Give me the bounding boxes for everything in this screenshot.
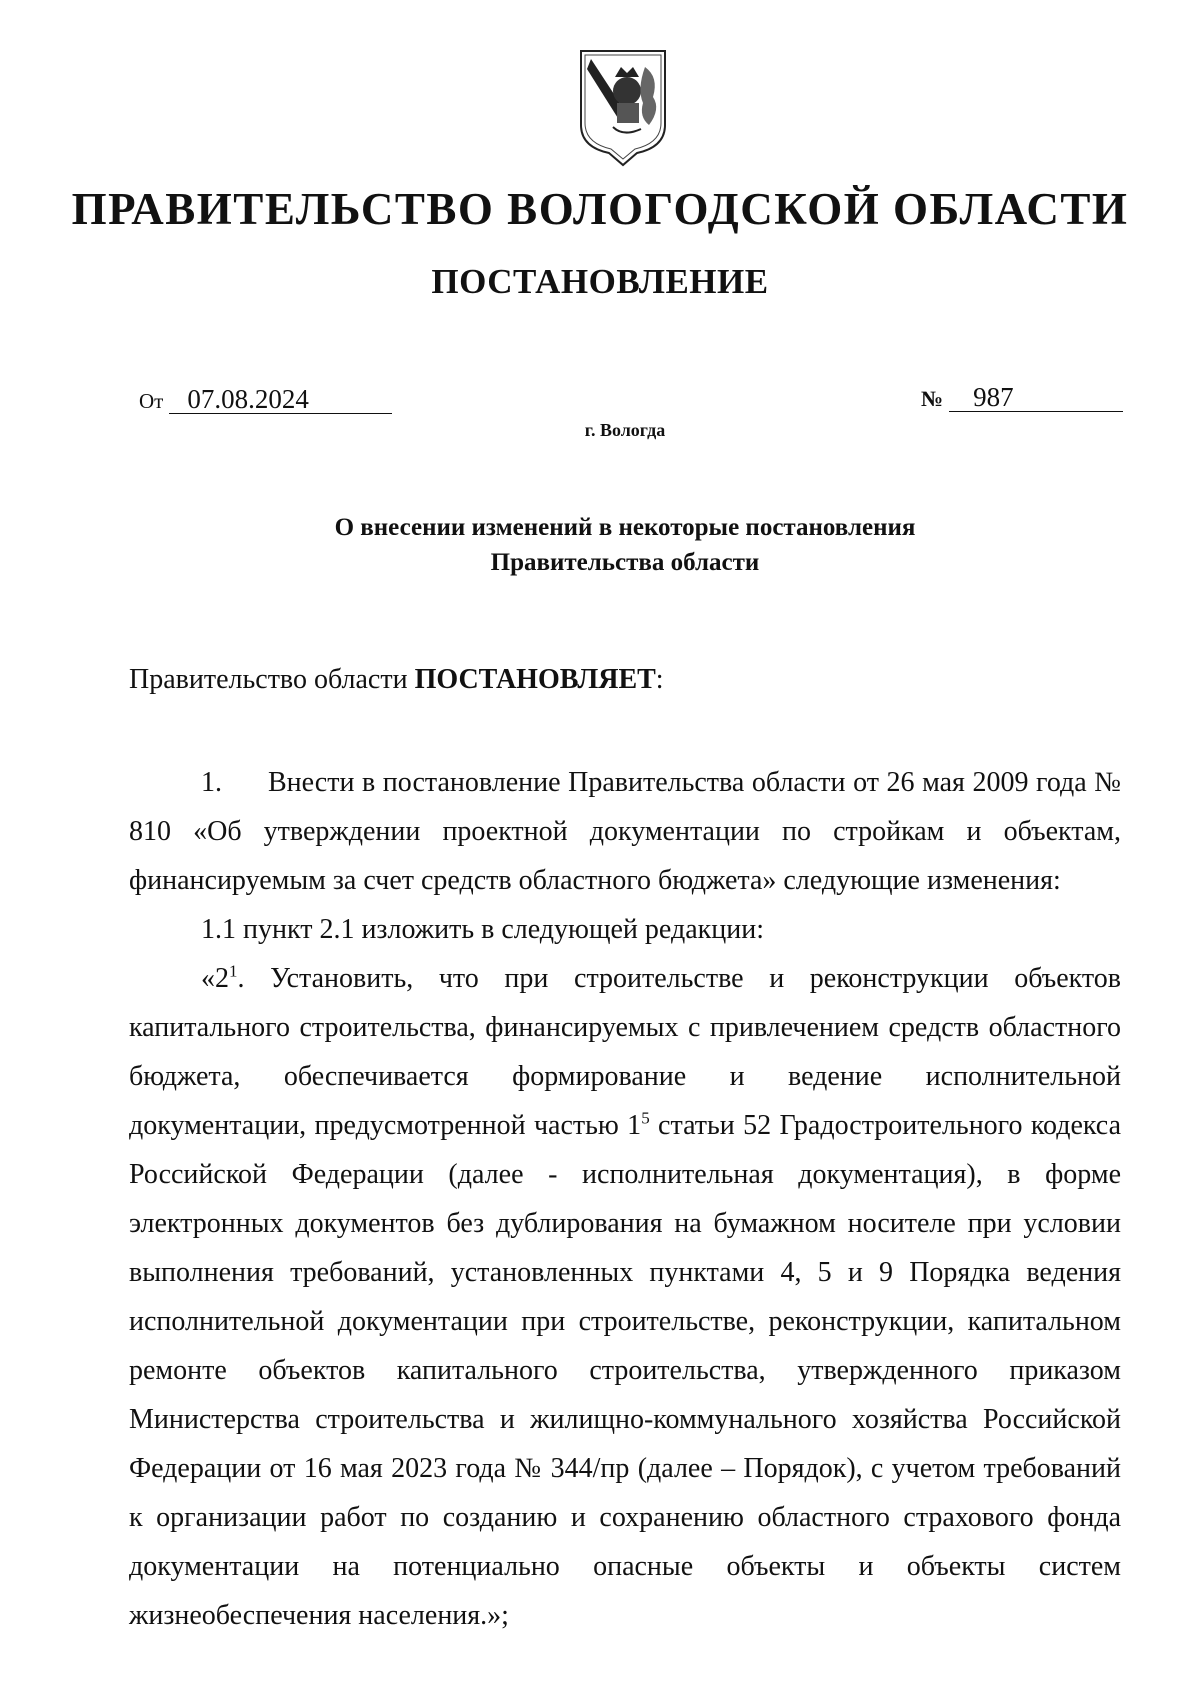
preamble-text: Правительство области (129, 664, 415, 695)
date-field (139, 385, 392, 415)
document-date: 07.08.2024 (169, 385, 392, 414)
date-prefix: От (139, 389, 164, 413)
preamble-colon: : (655, 664, 664, 695)
document-body (129, 758, 1121, 1640)
number-prefix: № (921, 386, 944, 411)
preamble (129, 664, 664, 696)
subject-line-2: Правительства области (490, 549, 760, 576)
document-subject (0, 510, 1200, 580)
quote-superscript-2: 5 (641, 1108, 650, 1128)
preamble-keyword: ПОСТАНОВЛЯЕТ (414, 664, 656, 695)
document-type-title: ПОСТАНОВЛЕНИЕ (431, 262, 769, 301)
coat-of-arms-emblem (577, 47, 669, 167)
document-number: 987 (949, 383, 1123, 412)
quote-part-a: «2 (201, 963, 229, 994)
city-label: г. Вологда (584, 420, 666, 440)
paragraph-quote (129, 954, 1121, 1640)
paragraph-1-text: Внести в постановление Правительства области от 26 мая 2009 года № 810 «Об утверждении проектной документации по стройкам и объектам, финансируемым за счет средств областного бюджета» следующие изменения: (129, 767, 1121, 896)
subject-line-1: О внесении изменений в некоторые постановления (334, 514, 916, 541)
quote-part-c: статьи 52 Градостроительного кодекса Российской Федерации (далее - исполнительная документация), в форме электронных документов без дублирования на бумажном носителе при условии выполнения требований, установленных пунктами 4, 5 и 9 Порядка ведения исполнительной документации при строительстве, реконструкции, капитальном ремонте объектов капитального строительства, утвержденного приказом Министерства строительства и жилищно-коммунального хозяйства Российской Федерации от 16 мая 2023 года № 344/пр (далее – Порядок), с учетом требований к организации работ по созданию и сохранению областного страхового фонда документации на потенциально опасные объекты и объекты систем жизнеобеспечения населения.»; (129, 1110, 1121, 1631)
organization-title: ПРАВИТЕЛЬСТВО ВОЛОГОДСКОЙ ОБЛАСТИ (71, 184, 1129, 234)
quote-superscript-1: 1 (229, 961, 238, 981)
paragraph-1-1: 1.1 пункт 2.1 изложить в следующей редакции: (201, 914, 764, 945)
paragraph-1 (129, 758, 1121, 905)
number-field (921, 383, 1123, 413)
quote-part-b: . Установить, что при строительстве и реконструкции объектов капитального строительства, финансируемых с привлечением средств областного бюджета, обеспечивается формирование и ведение исполнительной документации, предусмотренной частью 1 (129, 963, 1121, 1141)
paragraph-number: 1. (201, 767, 222, 798)
